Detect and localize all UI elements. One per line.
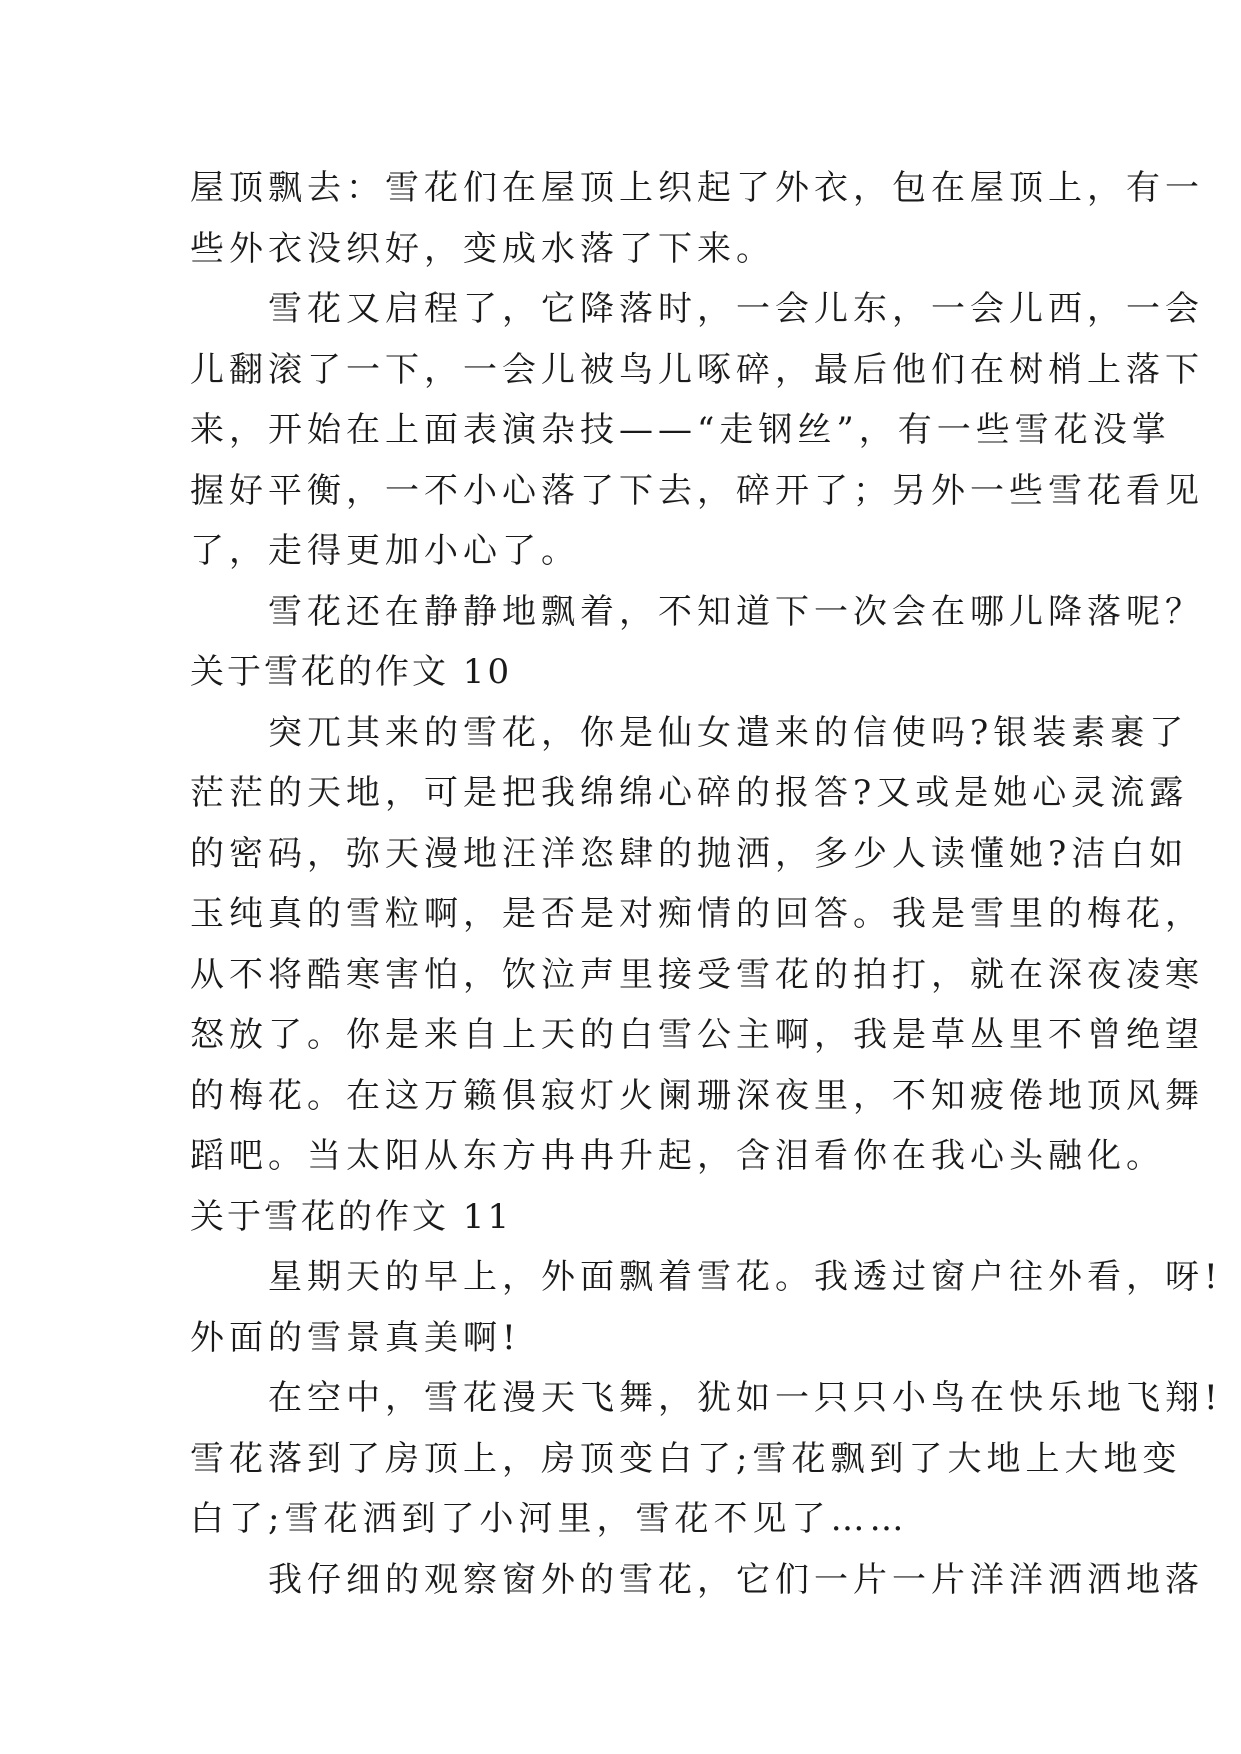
text-line: 屋顶飘去：雪花们在屋顶上织起了外衣，包在屋顶上，有一 <box>190 168 1204 208</box>
section-heading: 关于雪花的作文 11 <box>190 1196 513 1237</box>
text-line: 在空中，雪花漫天飞舞，犹如一只只小鸟在快乐地飞翔! <box>190 1378 1223 1418</box>
text-line: 些外衣没织好，变成水落了下来。 <box>190 228 775 269</box>
text-line: 蹈吧。当太阳从东方冉冉升起，含泪看你在我心头融化。 <box>190 1136 1165 1176</box>
text-line: 突兀其来的雪花，你是仙女遣来的信使吗?银装素裹了 <box>190 712 1189 753</box>
text-line: 的梅花。在这万籁俱寂灯火阑珊深夜里，不知疲倦地顶风舞 <box>190 1075 1204 1116</box>
text-line: 茫茫的天地，可是把我绵绵心碎的报答?又或是她心灵流露 <box>190 773 1189 813</box>
text-line: 儿翻滚了一下，一会儿被鸟儿啄碎，最后他们在树梢上落下 <box>190 349 1204 390</box>
text-line: 握好平衡，一不小心落了下去，碎开了；另外一些雪花看见 <box>190 470 1204 511</box>
text-line: 从不将酷寒害怕，饮泣声里接受雪花的拍打，就在深夜凌寒 <box>190 954 1204 995</box>
document-body <box>190 158 1223 1610</box>
text-line: 玉纯真的雪粒啊，是否是对痴情的回答。我是雪里的梅花， <box>190 894 1204 934</box>
text-line: 白了;雪花洒到了小河里，雪花不见了…… <box>190 1499 909 1539</box>
text-line: 雪花落到了房顶上，房顶变白了;雪花飘到了大地上大地变 <box>190 1438 1182 1479</box>
text-line: 怒放了。你是来自上天的白雪公主啊，我是草丛里不曾绝望 <box>190 1015 1204 1055</box>
text-line: 了，走得更加小心了。 <box>190 531 580 571</box>
text-line: 雪花还在静静地飘着，不知道下一次会在哪儿降落呢？ <box>190 591 1204 632</box>
text-line: 来，开始在上面表演杂技——“走钢丝”，有一些雪花没掌 <box>190 410 1171 450</box>
text-line: 我仔细的观察窗外的雪花，它们一片一片洋洋洒洒地落 <box>190 1559 1204 1600</box>
text-line: 雪花又启程了，它降落时，一会儿东，一会儿西，一会 <box>190 289 1204 329</box>
text-line: 的密码，弥天漫地汪洋恣肆的抛洒，多少人读懂她?洁白如 <box>190 833 1189 874</box>
section-heading: 关于雪花的作文 10 <box>190 652 513 692</box>
text-line: 星期天的早上，外面飘着雪花。我透过窗户往外看，呀! <box>190 1257 1223 1297</box>
text-line: 外面的雪景真美啊! <box>190 1317 521 1358</box>
